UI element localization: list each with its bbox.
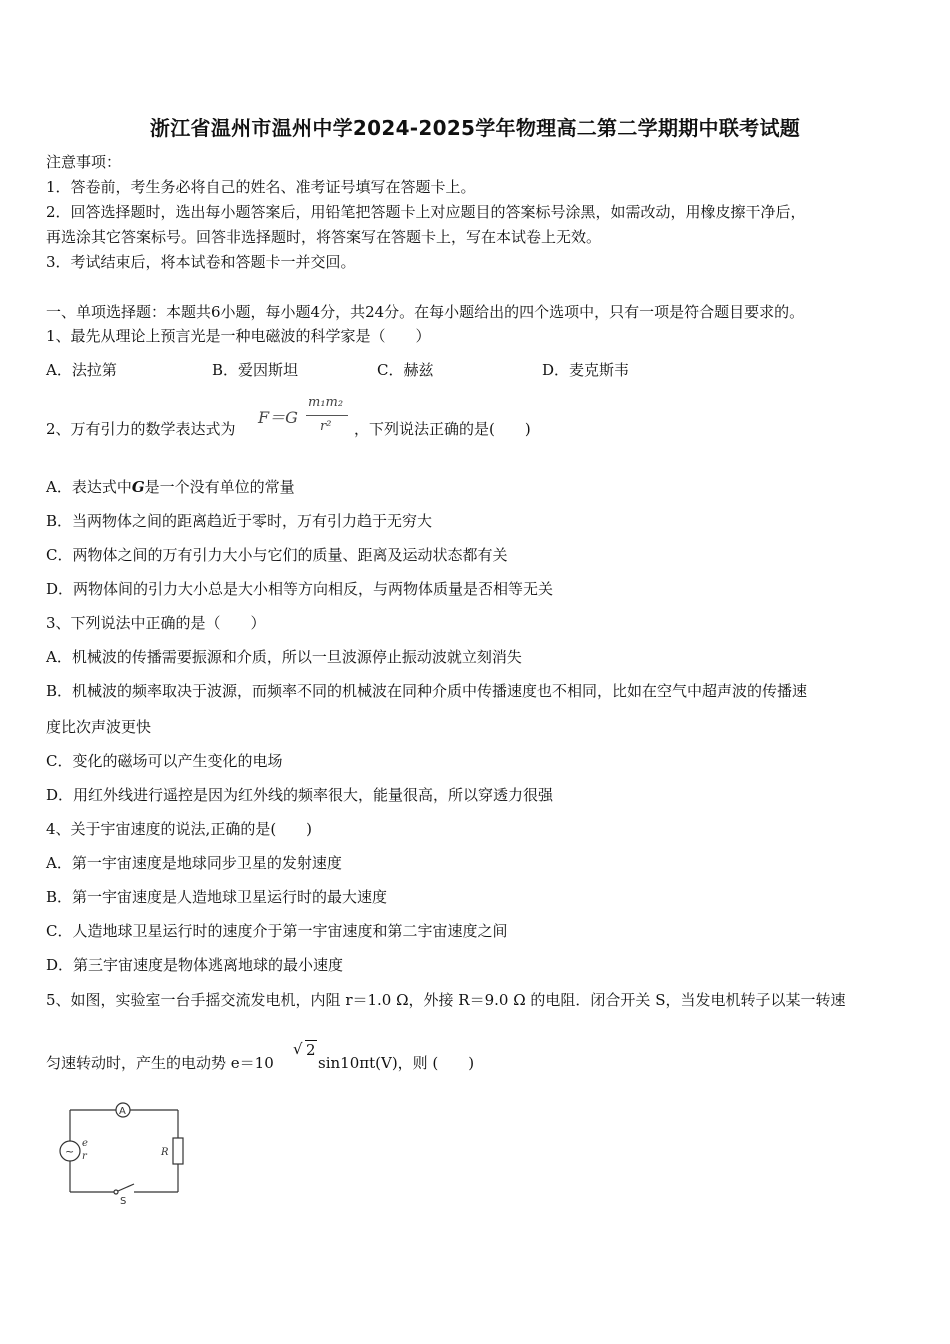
question-1-option-b: B．爱因斯坦	[212, 361, 299, 379]
formula-denominator: r²	[320, 419, 332, 434]
switch-blade	[118, 1184, 134, 1191]
notice-item: 2．回答选择题时，选出每小题答案后，用铅笔把答题卡上对应题目的答案标号涂黑，如需改动，用橡皮擦干净后，	[46, 203, 806, 221]
question-1-option-d: D．麦克斯韦	[542, 361, 630, 379]
fraction-bar	[306, 415, 348, 416]
page-title: 浙江省温州市温州中学2024-2025学年物理高二第二学期期中联考试题	[149, 116, 801, 140]
question-3-option-a: A．机械波的传播需要振源和介质，所以一旦波源停止振动波就立刻消失	[46, 648, 522, 666]
question-4-stem: 4、关于宇宙速度的说法,正确的是( )	[46, 820, 313, 838]
internal-resistance-label: r	[82, 1151, 87, 1162]
question-2-option-b: B．当两物体之间的距离趋近于零时，万有引力趋于无穷大	[46, 512, 433, 530]
section-heading: 一、单项选择题：本题共6小题，每小题4分，共24分。在每小题给出的四个选项中，只有一项是符合题目要求的。	[46, 303, 805, 321]
question-2-stem-end: ，下列说法正确的是( )	[354, 420, 531, 438]
question-2-stem: 2、万有引力的数学表达式为	[46, 420, 236, 438]
resistor-box	[173, 1138, 183, 1164]
question-5-stem-end: sin10πt(V)，则 ( )	[318, 1054, 475, 1072]
question-1-stem: 1、最先从理论上预言光是一种电磁波的科学家是（ ）	[46, 327, 431, 345]
question-5-stem-cont: 匀速转动时，产生的电动势 e＝10	[46, 1054, 274, 1072]
question-4-option-d: D．第三宇宙速度是物体逃离地球的最小速度	[46, 956, 344, 974]
source-label: ~	[65, 1145, 75, 1158]
switch-label: S	[120, 1196, 127, 1207]
question-3-option-b-cont: 度比次声波更快	[46, 718, 152, 736]
gravitation-formula	[258, 395, 354, 441]
question-5-stem: 5、如图，实验室一台手摇交流发电机，内阻 r＝1.0 Ω，外接 R＝9.0 Ω 的电阻．闭合开关 S，当发电机转子以某一转速	[46, 991, 846, 1009]
formula-numerator: m₁m₂	[308, 395, 344, 410]
question-4-option-b: B．第一宇宙速度是人造地球卫星运行时的最大速度	[46, 888, 388, 906]
sqrt-value: 2	[306, 1041, 316, 1059]
switch-pivot	[114, 1190, 118, 1194]
circuit-diagram	[58, 1098, 190, 1208]
question-1-option-c: C．赫兹	[377, 361, 434, 379]
question-3-stem: 3、下列说法中正确的是（ ）	[46, 614, 266, 632]
notice-item: 3．考试结束后，将本试卷和答题卡一并交回。	[46, 253, 356, 271]
question-3-option-d: D．用红外线进行遥控是因为红外线的频率很大，能量很高，所以穿透力很强	[46, 786, 554, 804]
notice-item: 1．答卷前，考生务必将自己的姓名、准考证号填写在答题卡上。	[46, 178, 476, 196]
sqrt-symbol: √	[293, 1040, 303, 1058]
notice-heading: 注意事项：	[46, 153, 122, 171]
question-1-option-a: A．法拉第	[46, 361, 117, 379]
emf-label: e	[82, 1138, 88, 1149]
notice-item: 再选涂其它答案标号。回答非选择题时，将答案写在答题卡上，写在本试卷上无效。	[46, 228, 602, 246]
ammeter-label: A	[119, 1106, 126, 1117]
resistor-label: R	[161, 1147, 169, 1158]
question-3-option-c: C．变化的磁场可以产生变化的电场	[46, 752, 283, 770]
question-2-option-a: A．表达式中G是一个没有单位的常量	[46, 478, 295, 496]
formula-lhs: F＝G	[258, 408, 298, 427]
question-4-option-a: A．第一宇宙速度是地球同步卫星的发射速度	[46, 854, 342, 872]
question-1-options	[46, 359, 906, 381]
question-2-option-d: D．两物体间的引力大小总是大小相等方向相反，与两物体质量是否相等无关	[46, 580, 554, 598]
question-2-option-c: C．两物体之间的万有引力大小与它们的质量、距离及运动状态都有关	[46, 546, 508, 564]
question-3-option-b: B．机械波的频率取决于波源，而频率不同的机械波在同种介质中传播速度也不相同，比如在空气中超声波的传播速	[46, 682, 808, 700]
question-4-option-c: C．人造地球卫星运行时的速度介于第一宇宙速度和第二宇宙速度之间	[46, 922, 508, 940]
